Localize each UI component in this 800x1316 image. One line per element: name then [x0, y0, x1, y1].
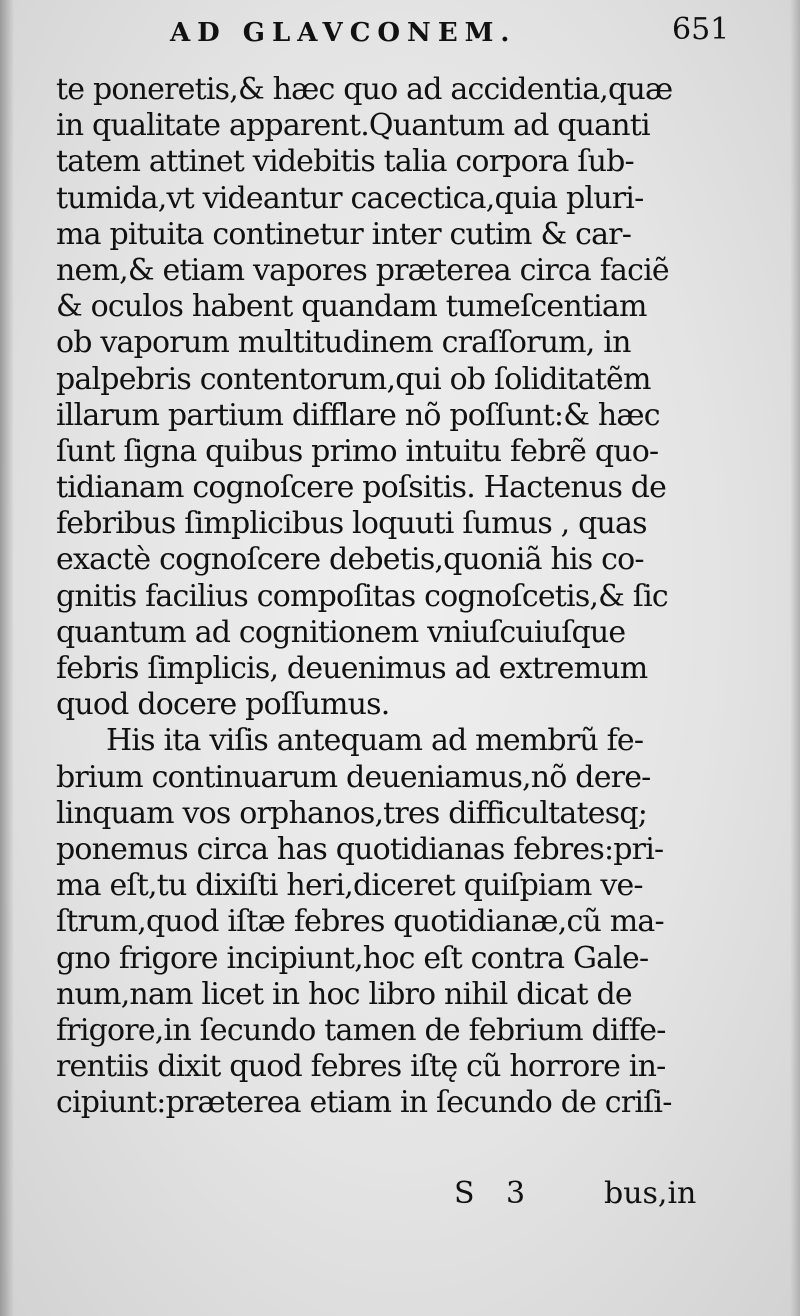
page-edge-shadow [790, 0, 800, 1316]
text-line: brium continuarum deueniamus,nõ dere- [56, 759, 651, 795]
text-line: quantum ad cognitionem vniuſcuiuſque [56, 614, 626, 650]
text-line: linquam vos orphanos,tres difficultatesq; [56, 795, 648, 831]
text-line: tidianam cognoſcere poſsitis. Hactenus de [56, 470, 667, 506]
text-line: tumida,vt videantur cacectica,quia pluri- [56, 180, 644, 216]
text-line: quod docere poſſumus. [56, 687, 390, 723]
text-line: rentiis dixit quod febres iſtę cũ horrore in- [56, 1049, 666, 1085]
page-edge-shadow [0, 0, 14, 1316]
text-line: febribus ſimplicibus loquuti ſumus , quas [56, 506, 647, 542]
text-line: ma eſt,tu dixiſti heri,diceret quiſpiam ve- [56, 868, 643, 904]
text-line: febris ſimplicis, deuenimus ad extremum [56, 651, 648, 686]
paragraph-first-line: His ita viſis antequam ad membrũ fe- [106, 723, 644, 759]
text-line: gno frigore incipiunt,hoc eſt contra Gale- [56, 940, 649, 976]
text-line: ob vaporum multitudinem craſſorum, in [56, 325, 631, 361]
text-line: palpebris contentorum,qui ob ſoliditatẽm [56, 361, 651, 397]
page-footer [0, 1176, 800, 1216]
text-line: exactè cognoſcere debetis,quoniã his co- [56, 542, 644, 578]
text-line: illarum partium difflare nõ poſſunt:& hæc [56, 397, 660, 433]
text-line: nem,& etiam vapores præterea circa faciẽ [56, 252, 669, 288]
body-text [56, 72, 686, 1121]
signature-number: 3 [506, 1176, 526, 1211]
text-line: ma pituita continetur inter cutim & car- [56, 216, 632, 252]
page-number: 651 [672, 12, 730, 47]
text-line: te poneretis,& hæc quo ad accidentia,quæ [56, 72, 673, 107]
text-line: in qualitate apparent.Quantum ad quanti [56, 108, 650, 144]
text-line: ponemus circa has quotidianas febres:pri- [56, 831, 664, 867]
text-line: num,nam licet in hoc libro nihil dicat de [56, 976, 632, 1012]
text-line: ſtrum,quod iſtæ febres quotidianæ,cũ ma- [56, 904, 664, 940]
text-line: cipiunt:præterea etiam in ſecundo de criſi- [56, 1085, 672, 1121]
text-line: frigore,in ſecundo tamen de febrium diffe- [56, 1012, 666, 1048]
signature-mark: S [454, 1176, 475, 1211]
text-line: & oculos habent quandam tumeſcentiam [56, 289, 647, 325]
catchword: bus,in [604, 1176, 697, 1211]
text-line: ſunt ſigna quibus primo intuitu febrẽ quo- [56, 433, 659, 469]
running-head: AD GLAVCONEM. [170, 18, 517, 48]
text-line: gnitis facilius compoſitas cognoſcetis,& ſic [56, 578, 668, 614]
text-line: tatem attinet videbitis talia corpora ſub- [56, 144, 634, 180]
